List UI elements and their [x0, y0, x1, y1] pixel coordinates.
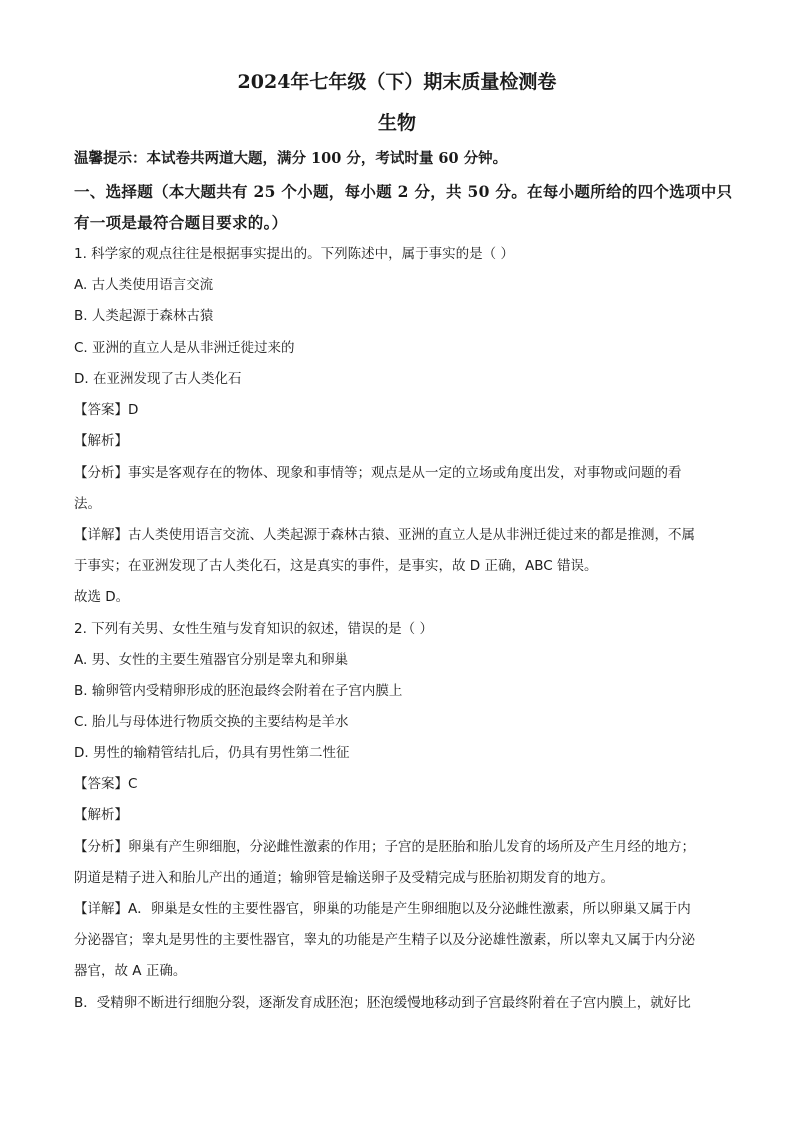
- q1-fenxi-line1: 【分析】事实是客观存在的物体、现象和事情等；观点是从一定的立场或角度出发，对事物或问题的看: [74, 465, 682, 481]
- q2-xiangjie-line3: 器官，故 A 正确。: [74, 963, 187, 979]
- q1-option-b: B. 人类起源于森林古猿: [74, 308, 214, 324]
- q1-option-a: A. 古人类使用语言交流: [74, 277, 214, 293]
- q2-xiangjie-line2: 分泌器官；睾丸是男性的主要性器官，睾丸的功能是产生精子以及分泌雄性激素，所以睾丸又属于内分泌: [74, 932, 695, 948]
- q2-fenxi-line1: 【分析】卵巢有产生卵细胞，分泌雌性激素的作用；子宫的是胚胎和胎儿发育的场所及产生月经的地方；: [74, 839, 695, 855]
- exam-notice: 温馨提示：本试卷共两道大题，满分 100 分，考试时量 60 分钟。: [74, 150, 508, 167]
- subject-title: 生物: [377, 112, 416, 134]
- q1-analysis-label: 【解析】: [74, 433, 128, 449]
- q1-stem: 1. 科学家的观点往往是根据事实提出的。下列陈述中，属于事实的是（ ）: [74, 246, 514, 262]
- q1-fenxi-line2: 法。: [74, 496, 101, 512]
- q1-option-c: C. 亚洲的直立人是从非洲迁徙过来的: [74, 340, 295, 356]
- q2-analysis-label: 【解析】: [74, 807, 128, 823]
- q2-answer: 【答案】C: [74, 776, 138, 792]
- q2-option-a: A. 男、女性的主要生殖器官分别是睾丸和卵巢: [74, 652, 349, 668]
- q2-option-d: D. 男性的输精管结扎后，仍具有男性第二性征: [74, 745, 350, 761]
- q1-answer: 【答案】D: [74, 402, 139, 418]
- q2-option-b: B. 输卵管内受精卵形成的胚泡最终会附着在子宫内膜上: [74, 683, 403, 699]
- q1-xiangjie-line2: 于事实；在亚洲发现了古人类化石，这是真实的事件，是事实，故 D 正确，ABC 错误。: [74, 558, 598, 574]
- q2-xiangjie-line4: B．受精卵不断进行细胞分裂，逐渐发育成胚泡；胚泡缓慢地移动到子宫最终附着在子宫内膜上，就好比: [74, 995, 691, 1011]
- page-title: 2024年七年级（下）期末质量检测卷: [237, 71, 557, 93]
- q1-option-d: D. 在亚洲发现了古人类化石: [74, 371, 242, 387]
- q1-xiangjie-line1: 【详解】古人类使用语言交流、人类起源于森林古猿、亚洲的直立人是从非洲迁徙过来的都是推测，不属: [74, 527, 695, 543]
- q2-option-c: C. 胎儿与母体进行物质交换的主要结构是羊水: [74, 714, 349, 730]
- q2-stem: 2. 下列有关男、女性生殖与发育知识的叙述，错误的是（ ）: [74, 621, 433, 637]
- section-heading-line1: 一、选择题（本大题共有 25 个小题，每小题 2 分，共 50 分。在每小题所给的四个选项中只: [74, 182, 733, 201]
- q1-conclusion: 故选 D。: [74, 589, 130, 605]
- q2-xiangjie-line1: 【详解】A．卵巢是女性的主要性器官，卵巢的功能是产生卵细胞以及分泌雌性激素，所以卵巢又属于内: [74, 901, 691, 917]
- q2-fenxi-line2: 阴道是精子进入和胎儿产出的通道；输卵管是输送卵子及受精完成与胚胎初期发育的地方。: [74, 870, 614, 886]
- section-heading-line2: 有一项是最符合题目要求的。）: [74, 213, 288, 232]
